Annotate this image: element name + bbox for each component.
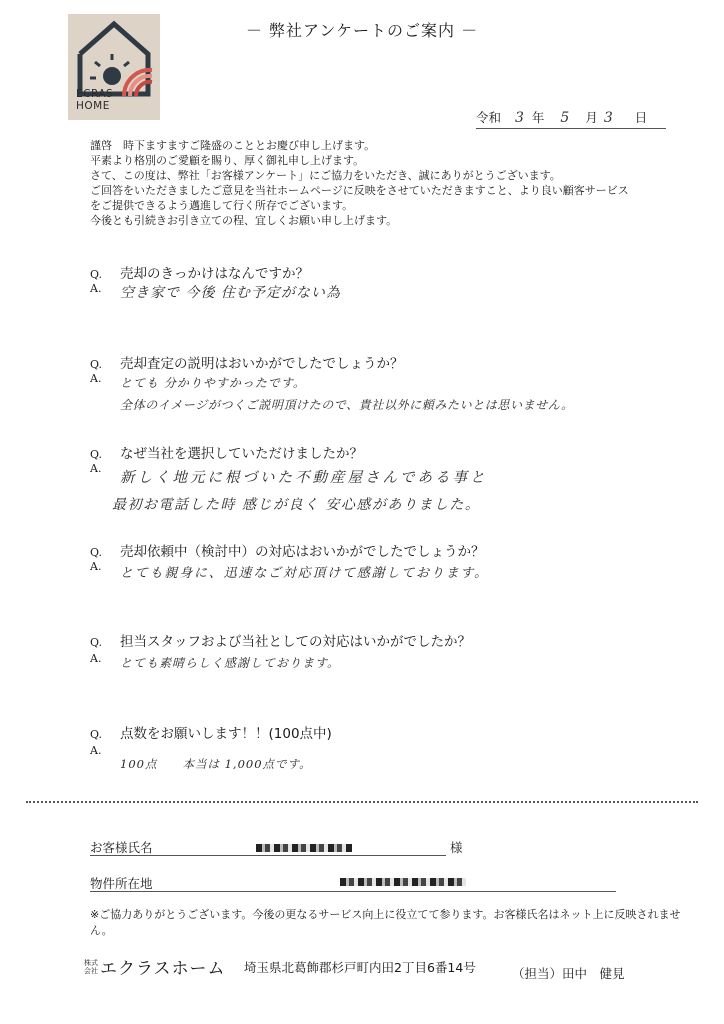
greeting-line: ご回答をいただきましたご意見を当社ホームページに反映をさせていただきますこと、より良い顧客サービス bbox=[90, 184, 629, 197]
logo-text-line1: ECRAS bbox=[76, 88, 114, 100]
question-text: 売却依頼中（検討中）の対応はおいかがでしたでしょうか？ bbox=[120, 544, 485, 560]
question-text: なぜ当社を選択していただけましたか？ bbox=[120, 446, 363, 462]
greeting-line: 今後とも引続きお引き立ての程、宜しくお願い申し上げます。 bbox=[90, 214, 398, 227]
greeting-line: さて、この度は、弊社「お客様アンケート」にご協力をいただき、誠にありがとうございます。 bbox=[90, 169, 561, 182]
question-2 bbox=[90, 352, 404, 372]
greeting-line: 謹啓 時下ますますご隆盛のこととお慶び申し上げます。 bbox=[90, 139, 376, 152]
a-label: A. bbox=[90, 744, 102, 757]
a-label: A. bbox=[90, 282, 102, 295]
date-era: 令和 bbox=[476, 110, 502, 125]
company-name: エクラスホーム bbox=[100, 959, 226, 979]
question-6 bbox=[90, 722, 332, 742]
answer-6-line-1: 100点 本当は 1,000点です。 bbox=[120, 757, 312, 771]
q-label: Q. bbox=[90, 636, 102, 649]
a-label: A. bbox=[90, 560, 102, 573]
answer-1-line-1: 空き家で 今後 住む予定がない為 bbox=[120, 285, 341, 301]
a-label: A. bbox=[90, 652, 102, 665]
greeting-line: をご提供できるよう邁進して行く所存でございます。 bbox=[90, 199, 354, 212]
question-text: 点数をお願いします！！(100点中) bbox=[120, 726, 332, 742]
a-label: A. bbox=[90, 372, 102, 385]
section-divider bbox=[26, 801, 698, 803]
question-3 bbox=[90, 442, 363, 462]
question-1 bbox=[90, 262, 309, 282]
staff-in-charge: （担当）田中 健見 bbox=[512, 966, 625, 981]
q-label: Q. bbox=[90, 448, 102, 461]
question-text: 売却査定の説明はおいかがでしたでしょうか？ bbox=[120, 356, 404, 372]
date-day: 3 bbox=[603, 110, 613, 126]
redacted-customer-name bbox=[256, 844, 352, 852]
redacted-property-address bbox=[340, 878, 466, 886]
question-4 bbox=[90, 540, 485, 560]
company-prefix: 株式会社 bbox=[84, 959, 98, 975]
date-year-unit: 年 bbox=[531, 110, 545, 125]
q-label: Q. bbox=[90, 728, 102, 741]
page-title: － 弊社アンケートのご案内 － bbox=[245, 21, 479, 40]
date-month-unit: 月 bbox=[585, 110, 598, 125]
greeting-paragraph bbox=[90, 138, 690, 228]
property-location-label: 物件所在地 bbox=[90, 876, 153, 891]
answer-3-line-2: 最初お電話した時 感じが良く 安心感がありました。 bbox=[112, 497, 481, 513]
q-label: Q. bbox=[90, 358, 102, 371]
q-label: Q. bbox=[90, 268, 102, 281]
date-month: 5 bbox=[560, 110, 570, 126]
q-label: Q. bbox=[90, 546, 102, 559]
logo-text-line2: HOME bbox=[76, 100, 110, 112]
customer-name-underline bbox=[90, 855, 446, 856]
honorific-sama: 様 bbox=[450, 840, 463, 855]
privacy-note: ※ご協力ありがとうございます。今後の更なるサービス向上に役立てて参ります。お客様氏名はネット上に反映されません。 bbox=[90, 908, 681, 937]
answer-2-line-1: とても 分かりやすかったです。 bbox=[120, 376, 306, 390]
customer-name-label: お客様氏名 bbox=[90, 840, 153, 855]
date-year: 3 bbox=[515, 110, 524, 126]
answer-5-line-1: とても素晴らしく感謝しております。 bbox=[120, 656, 341, 670]
question-text: 売却のきっかけはなんですか？ bbox=[120, 266, 309, 282]
answer-4-line-1: とても親身に、迅速なご対応頂けて感謝しております。 bbox=[120, 566, 489, 581]
answer-2-line-2: 全体のイメージがつくご説明頂けたので、貴社以外に頼みたいとは思いません。 bbox=[120, 398, 574, 412]
property-location-underline bbox=[90, 891, 616, 892]
date-line bbox=[476, 108, 666, 129]
greeting-line: 平素より格別のご愛顧を賜り、厚く御礼申し上げます。 bbox=[90, 154, 365, 167]
a-label: A. bbox=[90, 462, 102, 475]
date-day-unit: 日 bbox=[634, 110, 648, 125]
question-text: 担当スタッフおよび当社としての対応はいかがでしたか？ bbox=[120, 634, 471, 650]
question-5 bbox=[90, 630, 471, 650]
answer-3-line-1: 新しく地元に根づいた不動産屋さんである事と bbox=[120, 470, 488, 486]
company-address: 埼玉県北葛飾郡杉戸町内田2丁目6番14号 bbox=[244, 960, 476, 975]
